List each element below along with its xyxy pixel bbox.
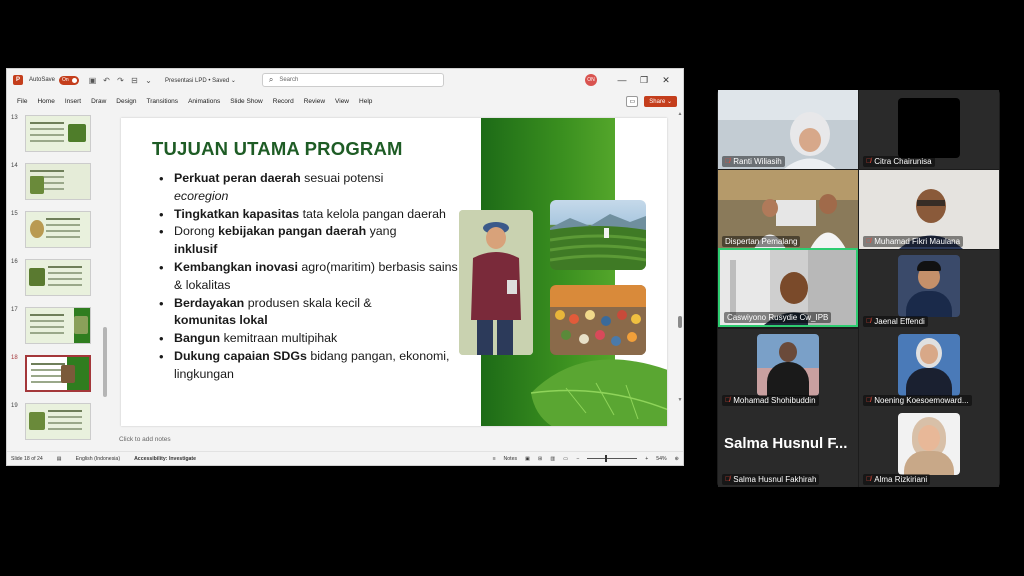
thumbnail-number: 18 bbox=[11, 355, 18, 361]
thumbnail-row[interactable] bbox=[7, 259, 109, 301]
tab-file[interactable]: File bbox=[17, 97, 28, 105]
maximize-icon[interactable]: ❐ bbox=[639, 74, 649, 85]
mic-muted-icon: 🎙̸ bbox=[725, 476, 731, 483]
bullet-item: • Dorong kebijakan pangan daerah yang inklusif bbox=[159, 223, 459, 259]
thumbnail-number: 19 bbox=[11, 403, 18, 409]
tab-slide-show[interactable]: Slide Show bbox=[230, 97, 263, 105]
fit-to-window-icon[interactable]: ⊕ bbox=[674, 455, 679, 462]
accessibility-status[interactable]: Accessibility: Investigate bbox=[134, 455, 197, 462]
tab-design[interactable]: Design bbox=[116, 97, 137, 105]
participant-label: Dispertan Pemalang bbox=[722, 236, 800, 247]
title-bar bbox=[7, 69, 683, 91]
user-avatar[interactable]: ON bbox=[585, 74, 597, 86]
redo-icon[interactable]: ↷ bbox=[117, 75, 124, 85]
reading-view-icon[interactable]: ▥ bbox=[550, 455, 556, 462]
bullet-item: • Berdayakan produsen skala kecil & komunitas lokal bbox=[159, 295, 459, 331]
undo-icon[interactable]: ↶ bbox=[103, 75, 110, 85]
participant-label: 🎙̸ Alma Rizkiriani bbox=[863, 474, 930, 485]
zoom-in-icon[interactable]: + bbox=[645, 455, 649, 462]
scroll-down-icon[interactable]: ▼ bbox=[677, 397, 683, 403]
search-placeholder: Search bbox=[279, 77, 299, 83]
thumbnail-row[interactable] bbox=[7, 307, 109, 349]
tab-view[interactable]: View bbox=[335, 97, 350, 105]
share-button[interactable]: Share ⌄ bbox=[644, 96, 677, 107]
zoom-out-icon[interactable]: − bbox=[576, 455, 580, 462]
participant-tile[interactable] bbox=[718, 90, 858, 169]
normal-view-icon[interactable]: ▣ bbox=[525, 455, 531, 462]
participant-tile[interactable] bbox=[859, 170, 999, 249]
thumbnail-row[interactable] bbox=[7, 211, 109, 253]
participant-tile[interactable] bbox=[718, 329, 858, 408]
slide-canvas[interactable] bbox=[121, 118, 667, 426]
bullet-item: • Bangun kemitraan multipihak bbox=[159, 330, 459, 348]
participant-gallery bbox=[717, 90, 1000, 487]
slide-thumbnail[interactable] bbox=[25, 307, 91, 344]
tab-animations[interactable]: Animations bbox=[188, 97, 221, 105]
document-title[interactable]: Presentasi LPD • Saved ⌄ bbox=[165, 77, 236, 84]
mic-muted-icon: 🎙̸ bbox=[866, 238, 872, 245]
participant-tile[interactable] bbox=[859, 329, 999, 408]
bullet-item: • Tingkatkan kapasitas tata kelola pangan daerah bbox=[159, 206, 459, 224]
thumbnail-row[interactable] bbox=[7, 115, 109, 157]
participant-label: 🎙̸ Ranti Wiliasih bbox=[722, 156, 785, 167]
bullet-item: • Kembangkan inovasi agro(maritim) berbasis sains & lokalitas bbox=[159, 259, 459, 295]
participant-label: 🎙̸ Noening Koesoemoward... bbox=[863, 395, 972, 406]
mic-muted-icon: 🎙̸ bbox=[725, 397, 731, 404]
notes-placeholder[interactable]: Click to add notes bbox=[119, 436, 171, 443]
slide-thumbnail[interactable] bbox=[25, 211, 91, 248]
tab-home[interactable]: Home bbox=[37, 97, 55, 105]
autosave-toggle[interactable]: On bbox=[59, 76, 79, 85]
slide-thumbnail[interactable] bbox=[25, 163, 91, 200]
tab-help[interactable]: Help bbox=[359, 97, 373, 105]
present-icon[interactable]: ⊟ bbox=[131, 75, 138, 85]
slide-bullet-list bbox=[159, 170, 459, 384]
language-indicator[interactable]: English (Indonesia) bbox=[75, 455, 121, 462]
participant-video bbox=[757, 334, 819, 396]
farmer-photo bbox=[459, 210, 533, 355]
mic-muted-icon: 🎙̸ bbox=[866, 476, 872, 483]
thumbnail-number: 14 bbox=[11, 163, 18, 169]
autosave-label: AutoSave bbox=[29, 77, 56, 83]
slide-thumbnail[interactable] bbox=[25, 115, 91, 152]
participant-video bbox=[898, 413, 960, 475]
thumbnail-number: 16 bbox=[11, 259, 18, 265]
thumbnail-number: 15 bbox=[11, 211, 18, 217]
participant-label: 🎙̸ Mohamad Shohibuddin bbox=[722, 395, 819, 406]
participant-label: Caswiyono Rusydie Cw_IPB bbox=[724, 312, 831, 323]
slide-counter: Slide 18 of 24 bbox=[11, 455, 43, 462]
participant-video bbox=[898, 255, 960, 317]
slide-thumbnail-pane bbox=[7, 111, 109, 449]
thumbnail-row[interactable] bbox=[7, 403, 109, 445]
thumbnail-row[interactable] bbox=[7, 355, 109, 397]
zoom-slider[interactable] bbox=[587, 458, 637, 459]
mic-muted-icon: 🎙̸ bbox=[725, 158, 731, 165]
participant-tile[interactable] bbox=[859, 408, 999, 487]
customize-dropdown-icon[interactable]: ⌄ bbox=[145, 75, 152, 85]
thumbnail-number: 13 bbox=[11, 115, 18, 121]
participant-tile[interactable] bbox=[718, 170, 858, 249]
powerpoint-window bbox=[6, 68, 684, 466]
slide-thumbnail[interactable] bbox=[25, 403, 91, 440]
tab-insert[interactable]: Insert bbox=[64, 97, 82, 105]
slide-thumbnail-active[interactable] bbox=[25, 355, 91, 392]
bullet-item: • Dukung capaian SDGs bidang pangan, ekonomi, lingkungan bbox=[159, 348, 459, 384]
participant-video bbox=[898, 334, 960, 396]
participant-tile-active-speaker[interactable] bbox=[718, 248, 858, 327]
thumbnail-scrollbar[interactable] bbox=[103, 117, 107, 443]
scroll-up-icon[interactable]: ▲ bbox=[677, 111, 683, 117]
slide-scrollbar[interactable] bbox=[677, 111, 683, 449]
comments-icon[interactable]: ▭ bbox=[626, 96, 638, 107]
zoom-level[interactable]: 54% bbox=[656, 455, 667, 462]
minimize-icon[interactable]: — bbox=[617, 75, 627, 85]
ribbon-tabs bbox=[7, 91, 683, 111]
slideshow-icon[interactable]: ▭ bbox=[563, 455, 569, 462]
scrollbar-thumb[interactable] bbox=[678, 316, 682, 328]
mic-muted-icon: 🎙̸ bbox=[866, 397, 872, 404]
status-bar bbox=[7, 451, 684, 465]
participant-label: 🎙̸ Salma Husnul Fakhirah bbox=[722, 474, 819, 485]
participant-label: 🎙̸ Jaenal Effendi bbox=[863, 316, 928, 327]
tab-transitions[interactable]: Transitions bbox=[146, 97, 179, 105]
notes-icon[interactable]: ≡ bbox=[492, 455, 496, 462]
participant-tile[interactable] bbox=[718, 408, 858, 487]
close-icon[interactable]: ✕ bbox=[662, 74, 670, 85]
tab-review[interactable]: Review bbox=[303, 97, 326, 105]
search-box[interactable] bbox=[262, 73, 444, 87]
thumbnail-number: 17 bbox=[11, 307, 18, 313]
participant-tile[interactable] bbox=[859, 250, 999, 329]
slide-sorter-icon[interactable]: ⊞ bbox=[538, 455, 543, 462]
save-icon[interactable]: ▣ bbox=[88, 75, 97, 85]
proofing-icon[interactable]: ▤ bbox=[56, 455, 62, 462]
mic-muted-icon: 🎙̸ bbox=[866, 158, 872, 165]
slide-thumbnail[interactable] bbox=[25, 259, 91, 296]
tab-record[interactable]: Record bbox=[272, 97, 294, 105]
mic-muted-icon: 🎙̸ bbox=[866, 318, 872, 325]
participant-label: 🎙̸ Muhamad Fikri Maulana bbox=[863, 236, 963, 247]
powerpoint-logo-icon: P bbox=[13, 75, 23, 85]
participant-name-placeholder: Salma Husnul F... bbox=[724, 435, 848, 452]
participant-label: 🎙̸ Citra Chairunisa bbox=[863, 156, 935, 167]
tea-plantation-photo bbox=[550, 200, 646, 270]
thumbnail-row[interactable] bbox=[7, 163, 109, 205]
search-icon: ⌕ bbox=[268, 75, 274, 84]
participant-tile[interactable] bbox=[859, 90, 999, 169]
notes-toggle[interactable]: Notes bbox=[503, 455, 518, 462]
bullet-item: • Perkuat peran daerah sesuai potensi ecoregion bbox=[159, 170, 459, 206]
leaf-decoration bbox=[526, 333, 667, 426]
slide-title: TUJUAN UTAMA PROGRAM bbox=[152, 138, 403, 159]
tab-draw[interactable]: Draw bbox=[91, 97, 107, 105]
